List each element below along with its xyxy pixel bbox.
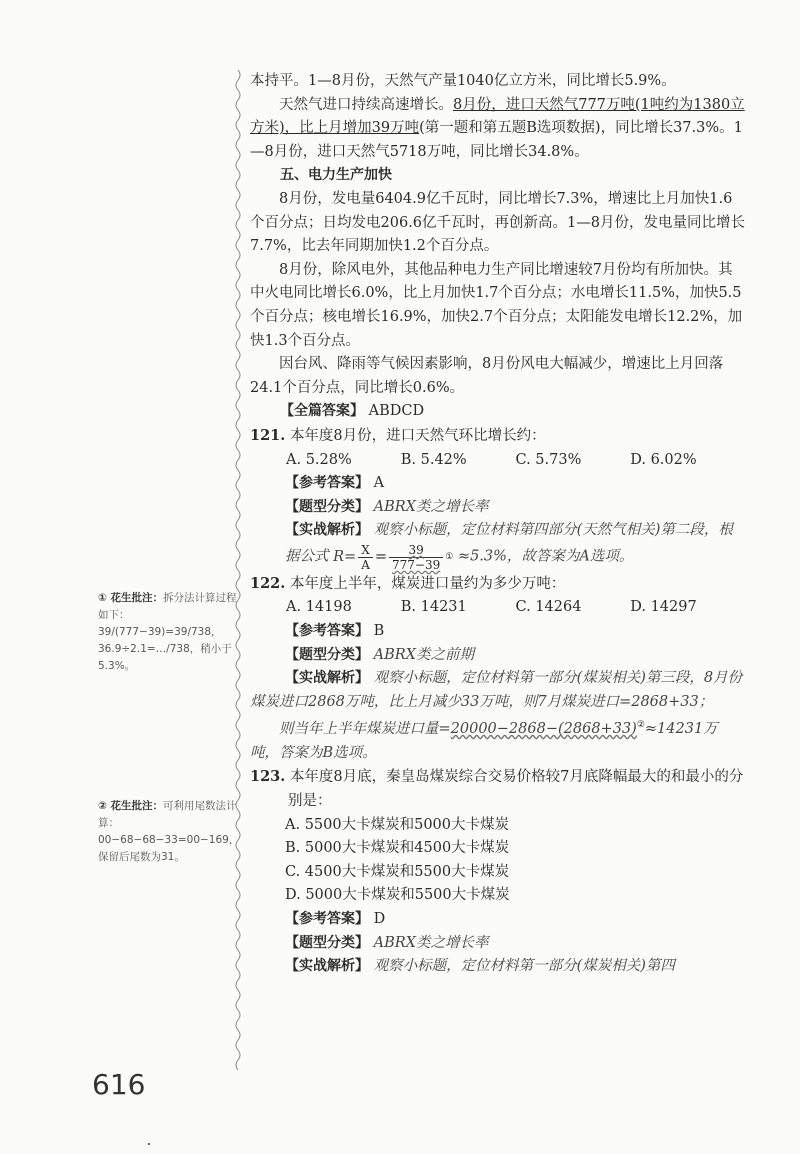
option-b: B. 5.42% xyxy=(400,451,467,468)
question-123 xyxy=(250,765,745,813)
paragraph: 8月份，除风电外，其他品种电力生产同比增速较7月份均有所加快。其中火电同比增长6.0%，比上月加快1.7个百分点；水电增长11.5%，加快5.5个百分点；核电增长16.9%，加快2.7个百分点；太阳能发电增长12.2%，加快1.3个百分点。 xyxy=(250,261,743,349)
tag-label: 【参考答案】 xyxy=(285,911,369,928)
main-column xyxy=(250,70,745,979)
paragraph: 8月份，发电量6404.9亿千瓦时，同比增长7.3%，增速比上月加快1.6个百分点；日均发电206.6亿千瓦时，再创新高。1—8月份，发电量同比增长7.7%，比去年同期加快1.2个百分点。 xyxy=(250,190,745,255)
question-number: 121. xyxy=(250,426,286,444)
analysis xyxy=(250,955,745,979)
option-a: A. 5.28% xyxy=(286,451,352,468)
tag-label: 【实战解析】 xyxy=(285,958,369,975)
tag-label: 【实战解析】 xyxy=(285,522,369,539)
analysis-text: ≈5.3%，故答案为A选项。 xyxy=(457,548,634,565)
footnote-marker: ② xyxy=(636,720,645,731)
analysis-text: 观察小标题，定位材料第四部分(天然气相关)第二段，根据公式 xyxy=(285,522,733,565)
analysis xyxy=(250,519,745,572)
answer-tag: 【全篇答案】 xyxy=(280,403,364,420)
options-121 xyxy=(250,449,745,473)
analysis-continued xyxy=(250,714,745,765)
underlined-text: 8月份，进口天然气777万吨(1吨约为1380立方米)，比上月增加39万吨 xyxy=(250,96,745,137)
denominator: A xyxy=(361,557,370,572)
margin-divider xyxy=(233,70,243,1070)
fraction xyxy=(389,543,443,572)
option-c: C. 4500大卡煤炭和5500大卡煤炭 xyxy=(285,863,510,880)
text-run: (第一题和第五题B选项数据)，同比增长37.3%。1—8月份，进口天然气5718万吨，同比增长34.8%。 xyxy=(250,120,743,160)
options-122 xyxy=(250,596,745,620)
page-number: 616 xyxy=(92,1068,146,1101)
numerator: X xyxy=(358,543,373,558)
option-a: A. 14198 xyxy=(286,599,352,616)
scan-speck xyxy=(148,1143,150,1145)
tag-label: 【题型分类】 xyxy=(285,934,369,951)
question-122 xyxy=(250,572,745,597)
note-label: ② 花生批注： xyxy=(98,800,164,812)
question-number: 122. xyxy=(250,574,286,592)
reference-answer xyxy=(250,472,745,496)
option-c: C. 14264 xyxy=(515,599,582,616)
tag-label: 【题型分类】 xyxy=(285,498,369,515)
numerator: 39 xyxy=(389,543,443,558)
analysis xyxy=(250,667,745,714)
question-121 xyxy=(250,424,745,449)
calculation: 20000−2868−(2868+33) xyxy=(450,721,637,738)
question-type xyxy=(250,932,745,956)
tag-value: D xyxy=(373,911,386,928)
question-stem: 本年度8月底，秦皇岛煤炭综合交易价格较7月底降幅最大的和最小的分别是： xyxy=(288,769,744,810)
tag-value: ABRX类之前期 xyxy=(373,646,474,663)
question-stem: 本年度8月份，进口天然气环比增长约： xyxy=(289,427,546,444)
answer-value: ABDCD xyxy=(368,403,425,420)
note-text: 拆分法计算过程如下：39/(777−39)=39/738，36.9÷2.1=…/738，稍小于5.3%。 xyxy=(98,592,237,672)
option-a: A. 5500大卡煤炭和5000大卡煤炭 xyxy=(285,816,509,833)
question-number: 123. xyxy=(250,768,286,786)
tag-label: 【参考答案】 xyxy=(285,475,369,492)
paragraph xyxy=(250,94,745,165)
analysis-text: ≈14231万吨，答案为B选项。 xyxy=(250,721,718,761)
note-label: ① 花生批注： xyxy=(98,592,164,604)
section-heading: 五、电力生产加快 xyxy=(280,167,392,184)
margin-note-1 xyxy=(98,590,240,675)
margin-note-2 xyxy=(98,798,240,866)
formula-lhs: R= xyxy=(333,548,357,565)
note-text: 可利用尾数法计算：00−68−68−33=00−169，保留后尾数为31。 xyxy=(98,800,240,863)
option-d: D. 6.02% xyxy=(630,451,697,468)
tag-value: ABRX类之增长率 xyxy=(373,498,489,515)
question-stem: 本年度上半年，煤炭进口量约为多少万吨： xyxy=(289,575,566,592)
footnote-marker: ① xyxy=(445,551,454,562)
tag-value: B xyxy=(373,623,385,640)
analysis-text: 则当年上半年煤炭进口量= xyxy=(279,721,451,738)
all-answer-line xyxy=(250,400,745,424)
paragraph: 因台风、降雨等气候因素影响，8月份风电大幅减少，增速比上月回落24.1个百分点，同比增长0.6%。 xyxy=(250,356,724,396)
equals: = xyxy=(374,548,388,565)
reference-answer xyxy=(250,908,745,932)
question-type xyxy=(250,496,745,520)
tag-value: ABRX类之增长率 xyxy=(373,934,489,951)
tag-label: 【实战解析】 xyxy=(285,670,369,687)
tag-label: 【参考答案】 xyxy=(285,623,369,640)
question-type xyxy=(250,644,745,668)
formula xyxy=(333,543,453,572)
option-b: B. 5000大卡煤炭和4500大卡煤炭 xyxy=(285,840,510,857)
tag-label: 【题型分类】 xyxy=(285,646,369,663)
option-b: B. 14231 xyxy=(400,599,467,616)
text-run: 天然气进口持续高速增长。 xyxy=(279,96,453,113)
option-c: C. 5.73% xyxy=(515,451,582,468)
option-d: D. 14297 xyxy=(630,599,697,616)
tag-value: A xyxy=(373,475,385,492)
denominator: 777−39 xyxy=(392,557,441,572)
analysis-text: 观察小标题，定位材料第一部分(煤炭相关)第四 xyxy=(373,958,675,975)
reference-answer xyxy=(250,620,745,644)
paragraph: 本持平。1—8月份，天然气产量1040亿立方米，同比增长5.9%。 xyxy=(250,73,676,89)
analysis-text: 观察小标题，定位材料第一部分(煤炭相关)第三段，8月份煤炭进口2868万吨，比上月减少33万吨，则7月煤炭进口=2868+33； xyxy=(250,670,743,710)
fraction xyxy=(358,543,373,572)
option-d: D. 5000大卡煤炭和5500大卡煤炭 xyxy=(285,887,510,904)
